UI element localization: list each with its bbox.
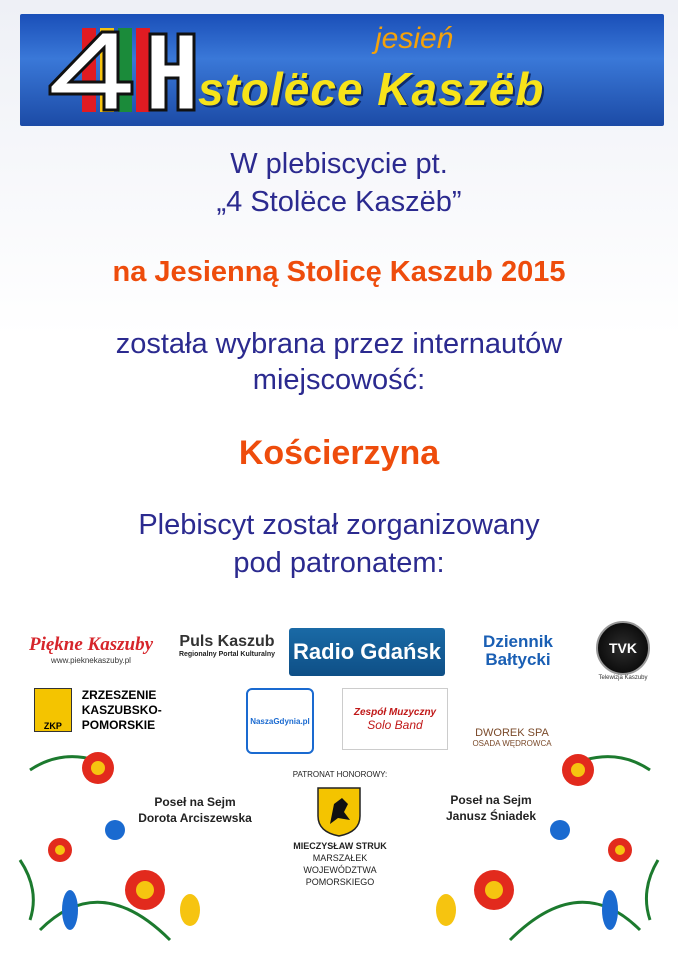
patron-left <box>120 794 270 826</box>
zespol-line2: Solo Band <box>367 717 423 732</box>
gdynia-title: NaszaGdynia.pl <box>250 716 310 726</box>
piekne-title: Piękne Kaszuby <box>28 633 154 655</box>
winner-town: Kościerzyna <box>238 434 440 472</box>
patron-center-line3: WOJEWÓDZTWA POMORSKIEGO <box>303 865 377 887</box>
logo-zkp <box>34 688 234 732</box>
logo-piekne-kaszuby <box>18 628 164 670</box>
text-line-4: została wybrana przez internautów <box>115 328 563 360</box>
patron-left-line2: Dorota Arciszewska <box>138 811 252 825</box>
patron-center-line1: MIECZYSŁAW STRUK <box>293 841 387 851</box>
zkp-badge <box>34 688 72 732</box>
logo-puls-kaszub <box>178 614 276 676</box>
banner-jesien: jesień <box>375 22 454 55</box>
dziennik-line2: Bałtycki <box>485 650 551 669</box>
dziennik-line1: Dziennik <box>483 632 553 651</box>
patron-left-line1: Poseł na Sejm <box>154 795 236 809</box>
tvk-title: TVK <box>609 640 637 656</box>
dworek-line2: OSADA WĘDROWCA <box>472 739 552 748</box>
zkp-badge-text: ZKP <box>43 721 62 731</box>
logo-dziennik-baltycki <box>460 630 576 672</box>
text-line-2: „4 Stolëce Kaszëb” <box>216 186 462 218</box>
zespol-line1: Zespół Muzyczny <box>353 706 437 718</box>
puls-title: Puls Kaszub <box>179 632 275 650</box>
logo-tvk <box>590 620 656 682</box>
zkp-line2: KASZUBSKO-POMORSKIE <box>81 702 162 732</box>
patron-right-line2: Janusz Śniadek <box>445 809 537 823</box>
tvk-circle <box>596 621 650 675</box>
banner-title: stolëce Kaszëb <box>198 63 545 115</box>
patron-right-line1: Poseł na Sejm <box>450 793 532 807</box>
puls-sub: Regionalny Portal Kulturalny <box>178 650 276 658</box>
four-h-logo-icon <box>42 24 202 116</box>
text-line-3: na Jesienną Stolicę Kaszub 2015 <box>112 256 566 288</box>
text-line-5: miejscowość: <box>252 364 426 396</box>
piekne-url: www.pieknekaszuby.pl <box>51 655 131 665</box>
dworek-line1: DWOREK SPA <box>475 727 549 739</box>
text-line-7: Plebiscyt został zorganizowany <box>138 509 540 541</box>
right-floral-icon <box>436 754 658 940</box>
radio-title: Radio Gdańsk <box>293 639 441 664</box>
patron-right <box>416 792 566 824</box>
tvk-sub: Telewizja Kaszuby <box>598 675 648 681</box>
text-line-8: pod patronatem: <box>233 547 445 579</box>
pomeranian-griffin-crest-icon <box>316 786 362 838</box>
zkp-text <box>82 688 234 733</box>
patron-center-line2: MARSZAŁEK <box>312 853 368 863</box>
patron-center <box>270 840 410 888</box>
logo-radio-gdansk <box>289 628 445 676</box>
zkp-line1: ZRZESZENIE <box>81 687 157 702</box>
text-line-1: W plebiscycie pt. <box>230 148 448 180</box>
patron-honor-heading: PATRONAT HONOROWY: <box>292 770 388 779</box>
left-floral-icon <box>20 752 200 940</box>
header-banner <box>20 14 664 126</box>
